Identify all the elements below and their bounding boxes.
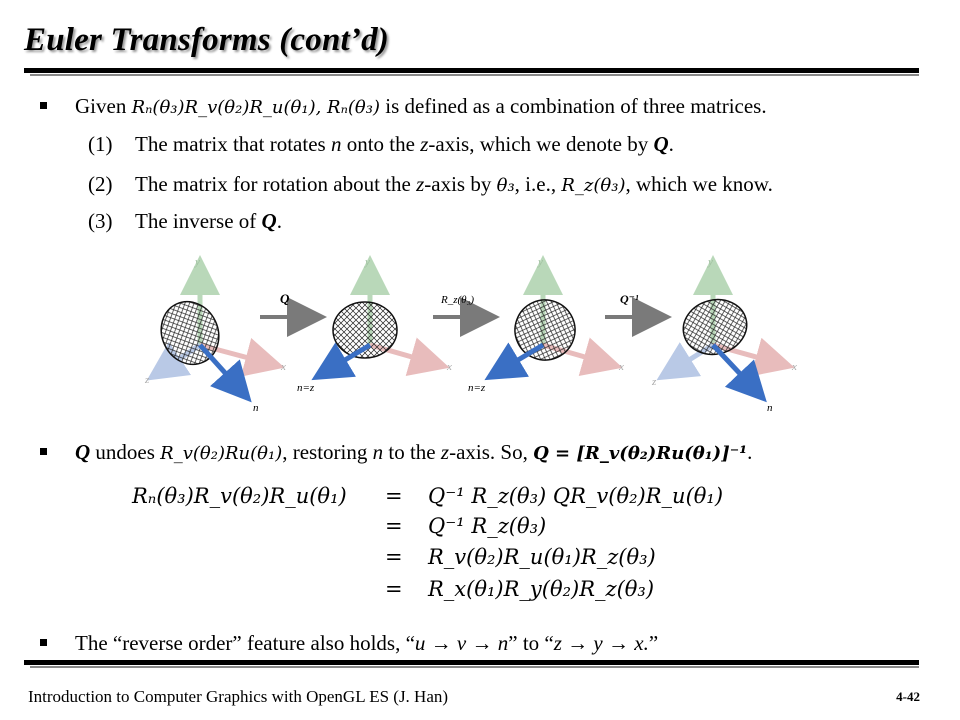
footer-text: Introduction to Computer Graphics with OpenGL ES (J. Han)	[28, 687, 449, 706]
axis-label-x: x	[281, 361, 286, 373]
bullet-1	[75, 94, 767, 119]
item-number: (1)	[88, 132, 113, 156]
var-y: y	[593, 631, 603, 655]
panel-2	[297, 256, 452, 394]
axis-label-x: x	[619, 361, 624, 373]
bullet-marker	[40, 639, 47, 646]
equation-rhs-4: R_x(θ₁)R_y(θ₂)R_z(θ₃)	[428, 577, 655, 601]
item-number: (2)	[88, 172, 113, 196]
axis-label-x: x	[447, 361, 452, 373]
text: .	[668, 132, 674, 156]
text: undoes	[90, 440, 161, 464]
bullet-marker	[40, 448, 47, 455]
text: is defined as a combination of three matrices.	[379, 94, 767, 118]
axis-label-z: z	[145, 374, 150, 386]
sub-item-2	[135, 172, 773, 197]
axis-label-z: z	[652, 376, 657, 388]
var-n: n	[497, 631, 509, 655]
panel-4	[651, 256, 797, 414]
axis-label-n: n	[253, 402, 259, 414]
title-rule	[24, 68, 919, 73]
page-number: 4-42	[896, 689, 920, 704]
var-z: z	[420, 132, 429, 156]
arrow-label-Qinv: Q⁻¹	[620, 292, 639, 306]
axis-label-y: y	[708, 256, 713, 268]
text: ”	[648, 631, 659, 655]
math-expression: R_z(θ₃)	[561, 175, 626, 196]
math-expression: Rₙ(θ₃)R_v(θ₂)R_u(θ₁), Rₙ(θ₃)	[131, 97, 380, 118]
sub-item-3	[135, 209, 282, 234]
text: , which we know.	[625, 172, 773, 196]
item-number: (3)	[88, 209, 113, 233]
equation-rhs-2: Q⁻¹ R_z(θ₃)	[428, 514, 547, 538]
var-z: z	[416, 172, 425, 196]
axis-label-nz: n=z	[468, 382, 486, 394]
text: -axis by	[424, 172, 497, 196]
panel-3	[468, 256, 624, 394]
footer-rule	[24, 660, 919, 665]
var-n: n	[372, 440, 384, 464]
equals-sign: =	[385, 577, 403, 601]
text: -axis. So,	[449, 440, 534, 464]
arrow-glyph: →	[602, 631, 635, 655]
math-expression: Q = [R_v(θ₂)Ru(θ₁)]⁻¹	[533, 443, 748, 464]
equals-sign: =	[385, 545, 403, 569]
arrow-glyph: →	[561, 631, 594, 655]
text: .	[747, 440, 753, 464]
bullet-3	[75, 631, 658, 656]
bullet-marker	[40, 102, 47, 109]
equals-sign: =	[385, 484, 403, 508]
equals-sign: =	[385, 514, 403, 538]
text: ” to “	[508, 631, 554, 655]
var-Q: Q	[653, 132, 669, 156]
axis-label-nz: n=z	[297, 382, 315, 394]
axis-label-y: y	[195, 256, 200, 268]
arrow-glyph: →	[425, 631, 457, 655]
text: The matrix for rotation about the	[135, 172, 417, 196]
text: , i.e.,	[514, 172, 562, 196]
var-Q: Q	[75, 440, 91, 464]
var-u: u	[414, 631, 426, 655]
math-expression: θ₃	[496, 175, 515, 196]
var-v: v	[456, 631, 467, 655]
arrow-glyph: →	[466, 631, 498, 655]
equation-lhs: Rₙ(θ₃)R_v(θ₂)R_u(θ₁)	[132, 484, 347, 508]
equation-rhs-1: Q⁻¹ R_z(θ₃) QR_v(θ₂)R_u(θ₁)	[428, 484, 724, 508]
arrow-label-Q: Q	[280, 291, 290, 306]
bullet-2	[75, 440, 752, 465]
var-z: z	[553, 631, 562, 655]
slide-title: Euler Transforms (cont’d)	[24, 22, 389, 58]
var-z: z	[440, 440, 450, 464]
text: .	[276, 209, 282, 233]
footer-rule-shadow	[30, 666, 919, 668]
axis-label-y: y	[365, 256, 370, 268]
text: Given	[75, 94, 132, 118]
axis-label-n: n	[767, 402, 773, 414]
text: onto the	[341, 132, 421, 156]
text: , restoring	[282, 440, 373, 464]
var-x: x.	[634, 631, 649, 655]
title-rule-shadow	[30, 74, 919, 76]
var-Q: Q	[261, 209, 277, 233]
arrow-label-Rz: R_z(θ₃)	[441, 294, 475, 306]
equation-rhs-3: R_v(θ₂)R_u(θ₁)R_z(θ₃)	[428, 545, 656, 569]
axis-label-y: y	[538, 256, 543, 268]
panel-1	[144, 256, 286, 414]
axis-label-x: x	[792, 361, 797, 373]
text: The matrix that rotates	[135, 132, 331, 156]
text: to the	[383, 440, 441, 464]
math-expression: R_v(θ₂)Ru(θ₁)	[160, 443, 283, 464]
var-n: n	[330, 132, 342, 156]
sub-item-1	[135, 132, 674, 157]
text: -axis, which we denote by	[428, 132, 654, 156]
teapot-rotation-figure	[125, 245, 825, 425]
text: The “reverse order” feature also holds, “	[75, 631, 415, 655]
text: The inverse of	[135, 209, 262, 233]
